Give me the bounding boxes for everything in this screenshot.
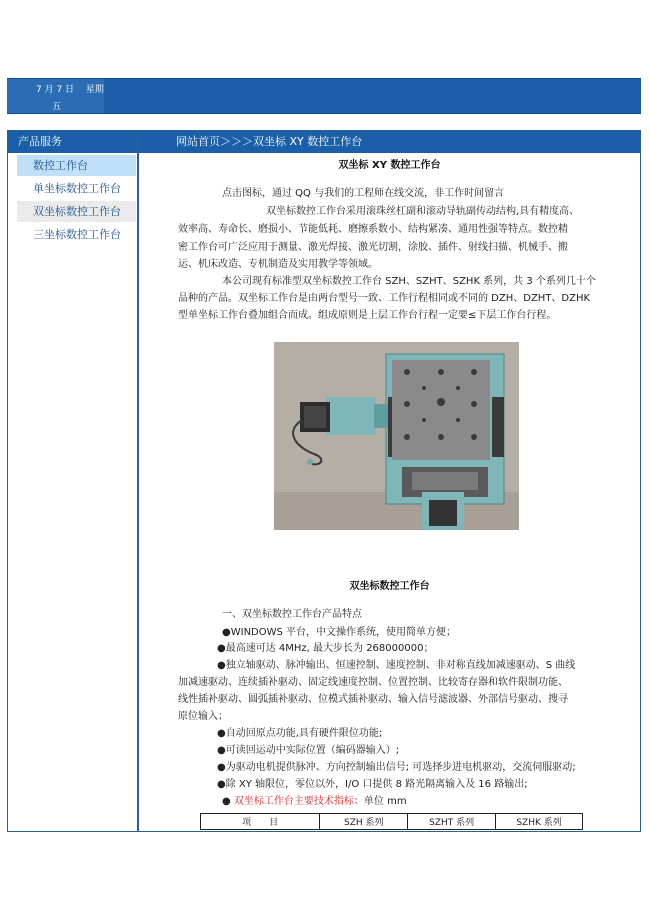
spec-table	[200, 813, 583, 830]
table-header-item: 项 目	[201, 814, 320, 830]
weekday-text: 五	[52, 102, 62, 112]
top-banner	[7, 78, 641, 114]
sidebar-item-triple-axis[interactable]: 三坐标数控工作台	[33, 228, 121, 241]
spec-title: 双坐标工作台主要技术指标	[233, 796, 354, 807]
feature-line: ●自动回原点功能,具有硬件限位功能;	[217, 728, 383, 739]
feature-line: ●为驱动电机提供脉冲、方向控制输出信号; 可选择步进电机驱动，交流伺服驱动;	[217, 762, 576, 773]
column-divider	[137, 131, 139, 831]
qq-contact-link[interactable]: 点击图标，通过 QQ 与我们的工程师在线交流，非工作时间留言	[222, 188, 505, 199]
date-box	[7, 79, 104, 113]
para1-line: 效率高、寿命长、磨损小、节能低耗、磨擦系数小、结构紧凑、通用性强等特点。数控精	[178, 224, 568, 235]
xy-stage-illustration	[274, 342, 519, 530]
article-title: 双坐标 XY 数控工作台	[338, 160, 441, 171]
para2-line: 本公司现有标准型双坐标数控工作台 SZH、SZHT、SZHK 系列，共 3 个系列几十个	[222, 276, 596, 287]
para1-line: 运、机床改造、专机制造及实用教学等领域。	[178, 259, 378, 270]
feature-line: ●WINDOWS 平台，中文操作系统，使用简单方便；	[222, 627, 457, 638]
product-photo	[274, 342, 519, 530]
section-title: 一、双坐标数控工作台产品特点	[222, 609, 362, 620]
para1-line: 密工作台可广泛应用于测量、激光焊接、激光切割，涂胶、插件、射线扫描、机械手、搬	[178, 242, 568, 253]
feature-line: ●最高速可达 4MHz, 最大步长为 268000000；	[217, 643, 434, 654]
table-header-szhk: SZHK 系列	[496, 814, 583, 830]
bullet-icon: ●	[222, 796, 231, 807]
feature-line: 原位输入；	[178, 711, 228, 722]
feature-line: 线性插补驱动、圆弧插补驱动、位模式插补驱动、输入信号滤波器、外部信号驱动、搜寻	[178, 694, 568, 705]
feature-line: ●独立轴驱动、脉冲输出、恒速控制、速度控制、非对称直线加减速驱动、S 曲线	[217, 660, 576, 671]
feature-line: ●可读回运动中实际位置（编码器输入）;	[217, 745, 400, 756]
table-header-row	[201, 814, 583, 830]
spec-unit: ：单位 mm	[353, 796, 407, 807]
sidebar-heading: 产品服务	[8, 131, 137, 153]
breadcrumb[interactable]: 网站首页＞＞＞双坐标 XY 数控工作台	[139, 131, 640, 153]
sidebar-item-cnc-table[interactable]: 数控工作台	[17, 155, 136, 176]
sidebar-item-dual-axis[interactable]: 双坐标数控工作台	[17, 201, 136, 222]
table-header-szh: SZH 系列	[320, 814, 408, 830]
feature-line: 加减速驱动、连续插补驱动、固定线速度控制、位置控制、比较寄存器和软件限制功能、	[178, 677, 568, 688]
image-caption: 双坐标数控工作台	[349, 581, 430, 592]
spec-heading	[222, 795, 407, 809]
para1-line: 双坐标数控工作台采用滚珠丝杠副和滚动导轨副传动结构,具有精度高、	[266, 206, 580, 217]
feature-line: ●除 XY 轴限位，零位以外，I/O 口提供 8 路光隔离输入及 16 路输出;	[217, 779, 528, 790]
para2-line: 品种的产品。双坐标工作台是由两台型号一致、工作行程相同或不同的 DZH、DZHT、DZHK	[178, 293, 591, 304]
date-text: 7 月 7 日 星期	[36, 85, 104, 95]
sidebar-item-single-axis[interactable]: 单坐标数控工作台	[33, 182, 121, 195]
table-header-szht: SZHT 系列	[408, 814, 496, 830]
para2-line: 型单坐标工作台叠加组合而成。组成原则是上层工作台行程一定要≤下层工作台行程。	[178, 310, 557, 321]
